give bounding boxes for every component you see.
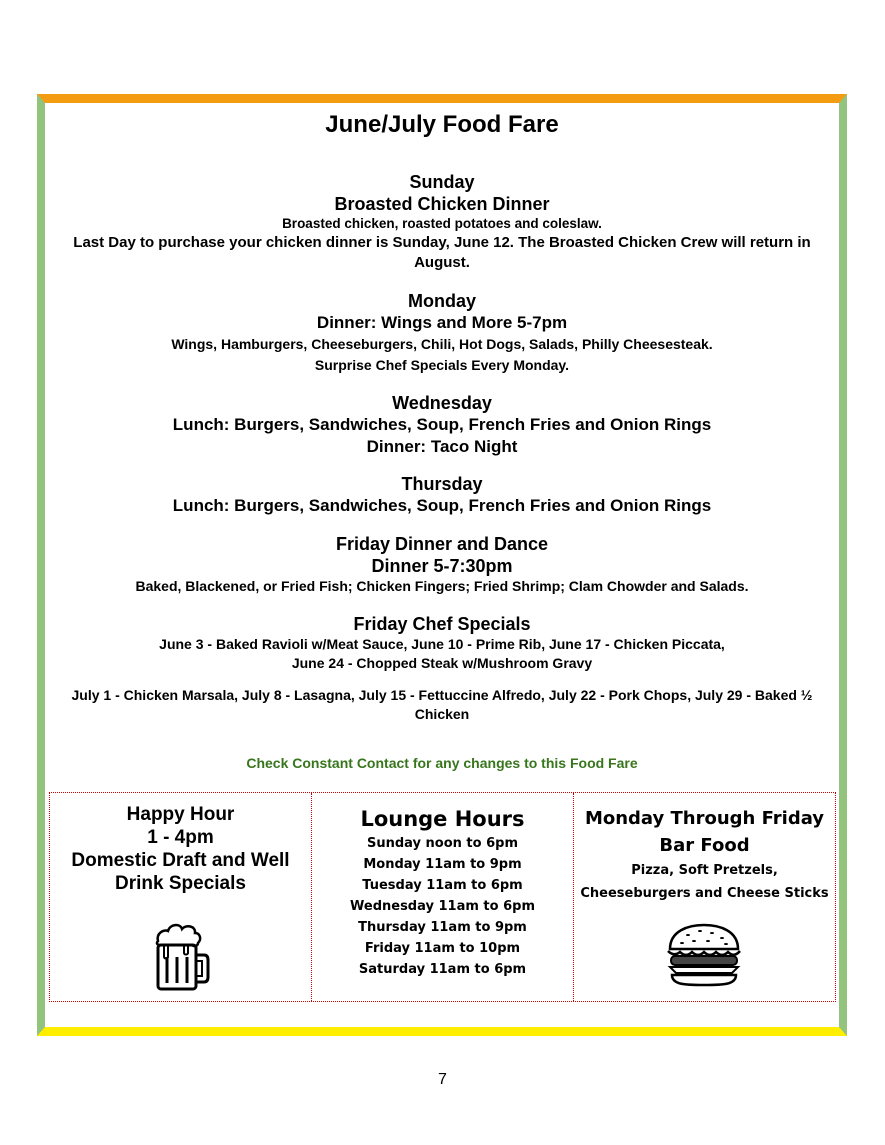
sunday-meal: Broasted Chicken Dinner [334, 194, 550, 214]
sunday-section [45, 171, 839, 273]
specials-heading: Friday Chef Specials [353, 614, 531, 634]
thursday-heading: Thursday [401, 474, 483, 494]
lounge-hours-cell [312, 793, 574, 1001]
bar-food-items-line1: Pizza, Soft Pretzels, [631, 863, 778, 878]
friday-heading: Friday Dinner and Dance [335, 534, 549, 554]
monday-section [45, 290, 839, 376]
check-constant-contact-note: Check Constant Contact for any changes to this Food Fare [246, 755, 638, 771]
friday-desc: Baked, Blackened, or Fried Fish; Chicken Fingers; Fried Shrimp; Clam Chowder and Salads. [135, 578, 749, 594]
lounge-hours-friday: Friday 11am to 10pm [364, 941, 521, 956]
happy-hour-line2: Drink Specials [115, 873, 246, 894]
wednesday-section [45, 392, 839, 458]
wednesday-lunch: Lunch: Burgers, Sandwiches, Soup, French Fries and Onion Rings [172, 415, 712, 434]
beer-mug-icon [154, 921, 210, 993]
sunday-desc: Broasted chicken, roasted potatoes and coleslaw. [282, 216, 602, 231]
lounge-hours-title: Lounge Hours [360, 807, 525, 831]
happy-hour-line1: Domestic Draft and Well [71, 850, 290, 871]
specials-section [45, 613, 839, 724]
bar-food-items-line2: Cheeseburgers and Cheese Sticks [580, 886, 829, 901]
specials-june-line1: June 3 - Baked Ravioli w/Meat Sauce, June 10 - Prime Rib, June 17 - Chicken Piccata, [159, 636, 725, 652]
thursday-lunch: Lunch: Burgers, Sandwiches, Soup, French Fries and Onion Rings [172, 496, 712, 515]
page-number: 7 [438, 1071, 447, 1088]
wednesday-heading: Wednesday [392, 393, 492, 413]
page-title: June/July Food Fare [325, 111, 559, 138]
lounge-hours-thursday: Thursday 11am to 9pm [358, 920, 527, 935]
friday-time: Dinner 5-7:30pm [371, 556, 513, 576]
specials-june-line2: June 24 - Chopped Steak w/Mushroom Gravy [291, 655, 593, 671]
happy-hour-time: 1 - 4pm [147, 827, 214, 848]
lounge-hours-saturday: Saturday 11am to 6pm [358, 962, 527, 977]
specials-july: July 1 - Chicken Marsala, July 8 - Lasagna, July 15 - Fettuccine Alfredo, July 22 - Pork Chops, July 29 - Baked ½ Chicken [71, 687, 813, 722]
happy-hour-title: Happy Hour [126, 804, 235, 825]
lounge-hours-wednesday: Wednesday 11am to 6pm [350, 899, 535, 914]
thursday-section [45, 473, 839, 517]
bar-food-cell [574, 793, 835, 1001]
monday-desc: Wings, Hamburgers, Cheeseburgers, Chili, Hot Dogs, Salads, Philly Cheesesteak. [171, 336, 713, 352]
burger-icon [666, 923, 742, 987]
lounge-hours-sunday: Sunday noon to 6pm [366, 836, 519, 851]
info-table [49, 792, 836, 1002]
wednesday-dinner: Dinner: Taco Night [366, 437, 518, 456]
friday-section [45, 533, 839, 596]
monday-heading: Monday [407, 291, 476, 311]
monday-meal: Dinner: Wings and More 5-7pm [316, 313, 568, 332]
sunday-note: Last Day to purchase your chicken dinner is Sunday, June 12. The Broasted Chicken Crew will return in August. [73, 234, 811, 271]
bar-food-title-days: Monday Through Friday [584, 808, 825, 829]
happy-hour-cell [50, 793, 312, 1001]
monday-note: Surprise Chef Specials Every Monday. [314, 357, 570, 373]
lounge-hours-monday: Monday 11am to 9pm [363, 857, 522, 872]
bar-food-title: Bar Food [659, 835, 750, 856]
sunday-heading: Sunday [409, 172, 475, 192]
lounge-hours-tuesday: Tuesday 11am to 6pm [362, 878, 523, 893]
